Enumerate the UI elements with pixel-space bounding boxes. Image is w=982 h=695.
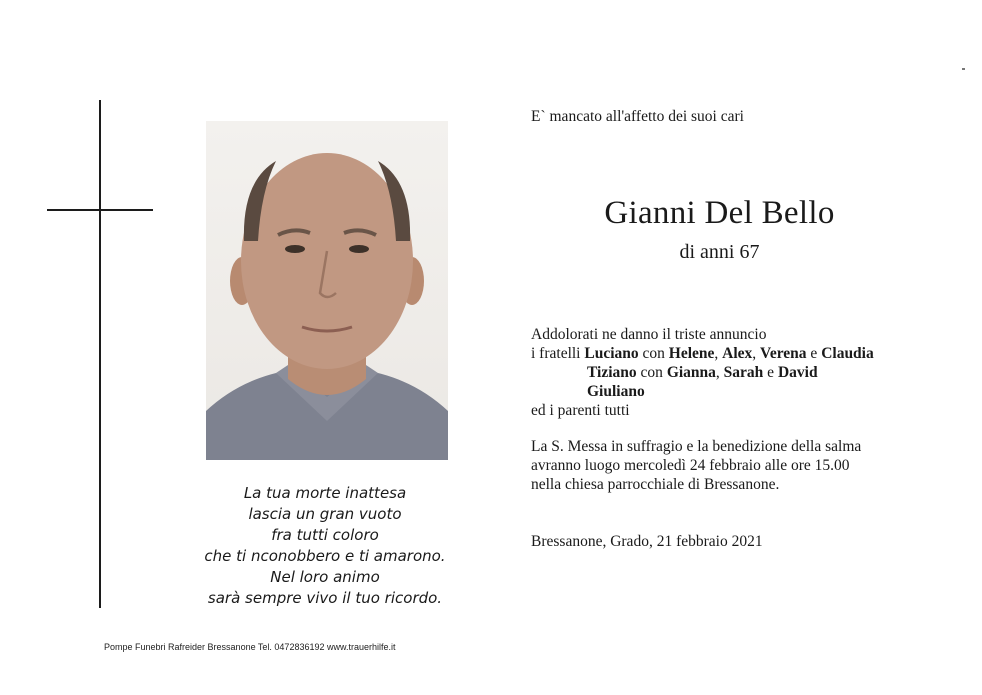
siblings-line <box>531 344 874 363</box>
connector: con <box>636 364 667 381</box>
poem-line: Nel loro animo <box>270 568 380 586</box>
relative-name: Verena <box>760 345 807 362</box>
relative-name: Gianna <box>666 364 716 381</box>
sibling-name: Giuliano <box>587 383 645 400</box>
mass-line: La S. Messa in suffragio e la benedizione della salma <box>531 438 862 455</box>
siblings-prefix: i fratelli <box>531 345 585 362</box>
relative-name: Sarah <box>723 364 764 381</box>
siblings-line <box>531 363 874 382</box>
relative-name: Alex <box>722 345 753 362</box>
mass-info-block <box>531 437 861 494</box>
relatives-line: ed i parenti tutti <box>531 402 630 419</box>
connector: e <box>806 345 822 362</box>
separator: , <box>752 345 761 362</box>
relative-name: David <box>777 364 818 381</box>
poem-line: che ti nconobbero e ti amarono. <box>204 547 446 565</box>
scan-mark <box>962 68 965 70</box>
separator: , <box>715 364 724 381</box>
poem-line: sarà sempre vivo il tuo ricordo. <box>207 589 443 607</box>
mass-line: nella chiesa parrocchiale di Bressanone. <box>531 476 780 493</box>
poem-line: fra tutti coloro <box>271 526 379 544</box>
connector: con <box>638 345 669 362</box>
sibling-name: Luciano <box>584 345 639 362</box>
funeral-home-footer: Pompe Funebri Rafreider Bressanone Tel. 0472836192 www.trauerhilfe.it <box>104 642 396 652</box>
cross-horizontal <box>47 209 153 211</box>
relative-name: Helene <box>668 345 715 362</box>
announce-line: Addolorati ne danno il triste annuncio <box>531 326 767 343</box>
poem-line: lascia un gran vuoto <box>248 505 402 523</box>
deceased-name: Gianni Del Bello <box>604 195 835 231</box>
poem-line: La tua morte inattesa <box>243 484 407 502</box>
portrait-photo <box>206 121 448 460</box>
announcement-block <box>531 325 874 420</box>
siblings-line <box>531 382 874 401</box>
sibling-name: Tiziano <box>587 364 637 381</box>
relative-name: Claudia <box>821 345 874 362</box>
deceased-age: di anni 67 <box>679 241 760 263</box>
separator: , <box>714 345 723 362</box>
cross-vertical <box>99 100 101 608</box>
memorial-poem <box>170 483 480 609</box>
connector: e <box>763 364 778 381</box>
mass-line: avranno luogo mercoledì 24 febbraio alle ore 15.00 <box>531 457 850 474</box>
place-date: Bressanone, Grado, 21 febbraio 2021 <box>531 533 763 550</box>
intro-text: E` mancato all'affetto dei suoi cari <box>531 108 744 125</box>
